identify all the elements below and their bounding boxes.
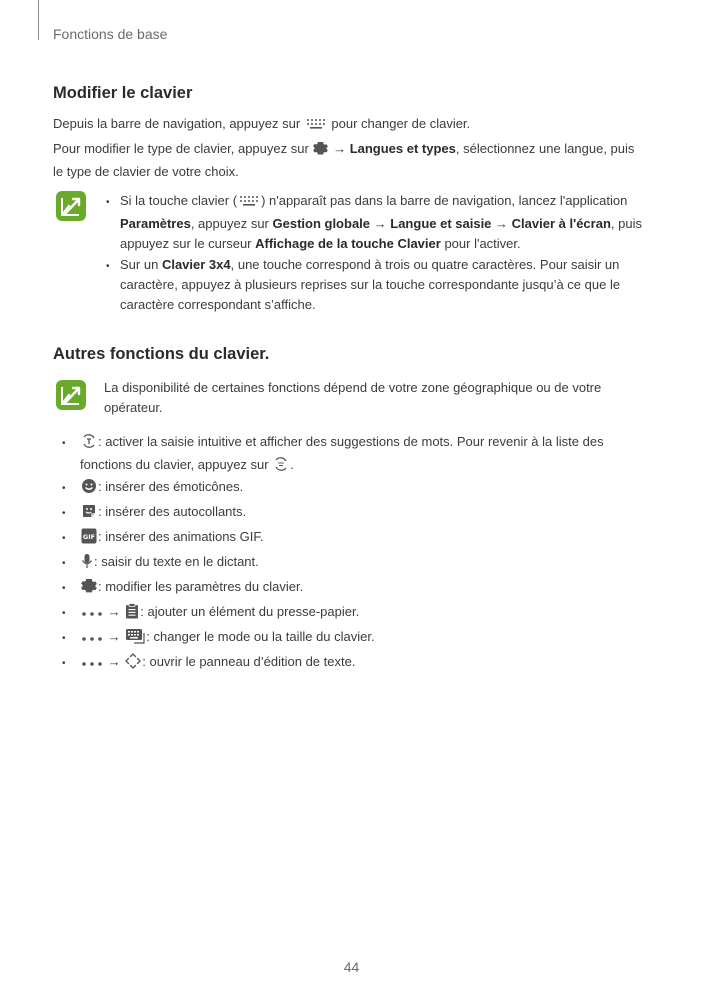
list-item-text-editing <box>80 652 355 675</box>
bullet: • <box>62 508 66 519</box>
arrow: → <box>495 216 509 231</box>
text: : ouvrir le panneau d’édition de texte. <box>142 654 356 669</box>
keyboard-button-icon <box>305 117 327 137</box>
paragraph-nav-bar <box>53 114 470 137</box>
microphone-icon <box>81 553 93 575</box>
list-item-settings <box>80 577 303 600</box>
page-number: 44 <box>343 959 360 975</box>
text: , une touche correspond à trois ou quatre caractères. Pour saisir un <box>230 257 620 272</box>
list-item-stickers <box>80 502 246 525</box>
keyboard-mode-icon <box>125 628 145 650</box>
note-icon <box>55 190 87 222</box>
settings-gear-icon <box>81 578 97 600</box>
list-item-emoji <box>80 477 243 500</box>
note-item-3x4-keyboard <box>120 255 650 315</box>
note-availability <box>104 378 644 418</box>
text: pour changer de clavier. <box>331 116 471 131</box>
text: caractère correspondant s’affiche. <box>120 297 316 312</box>
keyboard-return-icon <box>273 456 289 478</box>
arrow: → <box>107 604 121 619</box>
note-item-keyboard-button <box>120 191 650 254</box>
list-item-keyboard-mode <box>80 627 375 650</box>
bullet: • <box>62 483 66 494</box>
text: : insérer des autocollants. <box>98 504 247 519</box>
text: , sélectionnez une langue, puis <box>455 141 635 156</box>
text-editing-arrows-icon <box>125 653 141 675</box>
gif-icon <box>81 528 97 550</box>
predictive-text-icon <box>81 433 97 455</box>
more-options-icon <box>81 630 103 650</box>
term-clavier-3x4: Clavier 3x4 <box>161 257 231 272</box>
text: : insérer des émoticônes. <box>98 479 244 494</box>
note-icon <box>55 379 87 411</box>
text: , appuyez sur <box>190 216 269 231</box>
menu-parametres: Paramètres <box>120 216 191 231</box>
bullet: • <box>62 533 66 544</box>
section-title-modify-keyboard: Modifier le clavier <box>53 84 193 102</box>
bullet: • <box>106 261 110 272</box>
text: La disponibilité de certaines fonctions dépend de votre zone géographique ou de votre <box>104 380 602 395</box>
bullet: • <box>62 608 66 619</box>
text: . <box>290 457 294 472</box>
emoji-icon <box>81 478 97 500</box>
bullet: • <box>62 583 66 594</box>
arrow: → <box>373 216 387 231</box>
text: Depuis la barre de navigation, appuyez sur <box>53 116 301 131</box>
text: pour l'activer. <box>444 236 521 251</box>
text: : modifier les paramètres du clavier. <box>98 579 304 594</box>
text: fonctions du clavier, appuyez sur <box>80 457 269 472</box>
menu-langues-et-types: Langues et types <box>349 141 456 156</box>
section-header: Fonctions de base <box>53 26 168 42</box>
keyboard-button-icon <box>238 194 260 214</box>
text: : ajouter un élément du presse-papier. <box>140 604 360 619</box>
text: : activer la saisie intuitive et afficher des suggestions de mots. Pour revenir à la liste des <box>98 434 604 449</box>
more-options-icon <box>81 655 103 675</box>
menu-affichage-touche-clavier: Affichage de la touche Clavier <box>255 236 441 251</box>
more-options-icon <box>81 605 103 625</box>
text: ) n'apparaît pas dans la barre de navigation, lancez l'application <box>261 193 628 208</box>
arrow: → <box>107 654 121 669</box>
menu-clavier-a-lecran: Clavier à l'écran <box>511 216 611 231</box>
text: caractère, appuyez à plusieurs reprises sur la touche correspondante jusqu’à ce que le <box>120 277 621 292</box>
arrow: → <box>107 629 121 644</box>
list-item-gif <box>80 527 263 550</box>
bullet: • <box>62 438 66 449</box>
text: Sur un <box>120 257 159 272</box>
text: le type de clavier de votre choix. <box>53 164 239 179</box>
header-divider <box>38 0 39 40</box>
text: : insérer des animations GIF. <box>98 529 264 544</box>
list-item-voice <box>80 552 259 575</box>
list-item-clipboard <box>80 602 359 625</box>
settings-gear-icon <box>313 141 328 162</box>
text: appuyez sur le curseur <box>120 236 252 251</box>
menu-gestion-globale: Gestion globale <box>272 216 371 231</box>
sticker-icon <box>81 503 97 525</box>
bullet: • <box>62 558 66 569</box>
menu-langue-et-saisie: Langue et saisie <box>390 216 492 231</box>
arrow: → <box>333 141 347 156</box>
list-item-predictive <box>80 432 660 478</box>
bullet: • <box>106 197 110 208</box>
paragraph-keyboard-type <box>53 139 653 182</box>
text: : changer le mode ou la taille du clavier. <box>146 629 375 644</box>
section-title-other-functions: Autres fonctions du clavier. <box>53 345 270 363</box>
clipboard-icon <box>125 603 139 625</box>
text: Si la touche clavier ( <box>120 193 238 208</box>
bullet: • <box>62 633 66 644</box>
text: , puis <box>610 216 642 231</box>
svg-text:GIF: GIF <box>82 533 96 541</box>
text: opérateur. <box>104 400 163 415</box>
bullet: • <box>62 658 66 669</box>
text: : saisir du texte en le dictant. <box>94 554 259 569</box>
text: Pour modifier le type de clavier, appuyez sur <box>53 141 309 156</box>
